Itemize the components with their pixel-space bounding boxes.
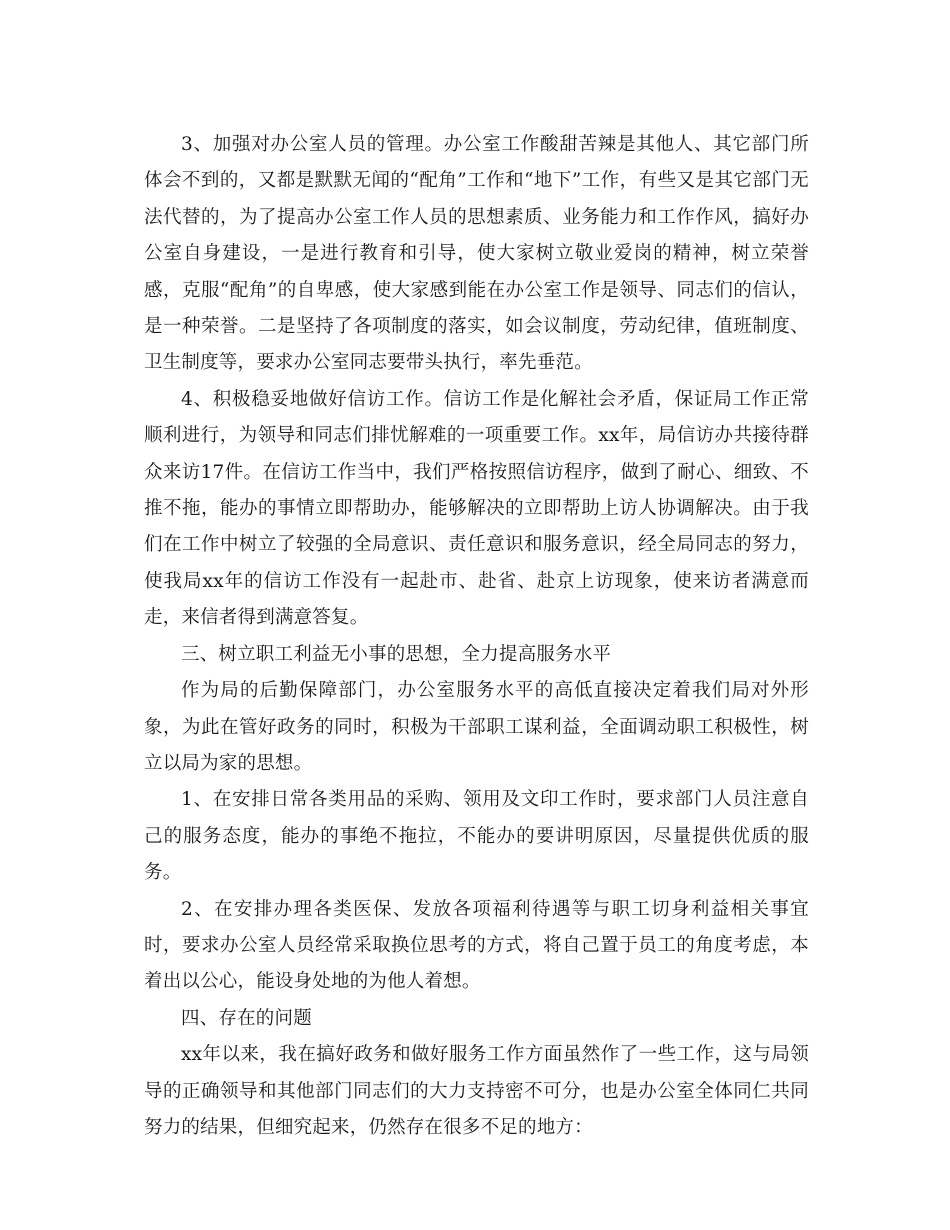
paragraph-logistics-intro: 作为局的后勤保障部门，办公室服务水平的高低直接决定着我们局对外形象，为此在管好政务的同时，积极为干部职工谋利益，全面调动职工积极性，树立以局为家的思想。 — [144, 680, 809, 774]
paragraph-item-4-petition-work: 4、积极稳妥地做好信访工作。信访工作是化解社会矛盾，保证局工作正常顺利进行，为领导和同志们排忧解难的一项重要工作。xx年，局信访办共接待群众来访17件。在信访工作当中，我们严格按照信访程序，做到了耐心、细致、不推不拖，能办的事情立即帮助办，能够解决的立即帮助上访人协调解决。由于我们在工作中树立了较强的全局意识、责任意识和服务意识，经全局同志的努力，使我局xx年的信访工作没有一起赴市、赴省、赴京上访现象，使来访者满意而走，来信者得到满意答复。 — [144, 388, 809, 629]
section-heading-4: 四、存在的问题 — [181, 1007, 312, 1029]
paragraph-item-2-welfare: 2、在安排办理各类医保、发放各项福利待遇等与职工切身利益相关事宜时，要求办公室人员经常采取换位思考的方式，将自己置于员工的角度考虑，本着出以公心，能设身处地的为他人着想。 — [144, 898, 809, 993]
section-heading-3: 三、树立职工利益无小事的思想，全力提高服务水平 — [181, 643, 612, 665]
paragraph-item-3-staff-management: 3、加强对办公室人员的管理。办公室工作酸甜苦辣是其他人、其它部门所体会不到的，又都是默默无闻的“配角”工作和“地下”工作，有些又是其它部门无法代替的，为了提高办公室工作人员的思想素质、业务能力和工作作风，搞好办公室自身建设，一是进行教育和引导，使大家树立敬业爱岗的精神，树立荣誉感，克服“配角”的自卑感，使大家感到能在办公室工作是领导、同志们的信认，是一种荣誉。二是坚持了各项制度的落实，如会议制度，劳动纪律，值班制度、卫生制度等，要求办公室同志要带头执行，率先垂范。 — [144, 134, 809, 374]
paragraph-problems-intro: xx年以来，我在搞好政务和做好服务工作方面虽然作了一些工作，这与局领导的正确领导和其他部门同志们的大力支持密不可分，也是办公室全体同仁共同努力的结果，但细究起来，仍然存在很多不足的地方： — [144, 1044, 809, 1138]
paragraph-item-1-supplies: 1、在安排日常各类用品的采购、领用及文印工作时，要求部门人员注意自己的服务态度，能办的事绝不拖拉，不能办的要讲明原因，尽量提供优质的服务。 — [144, 789, 809, 884]
document-body — [144, 127, 809, 1146]
